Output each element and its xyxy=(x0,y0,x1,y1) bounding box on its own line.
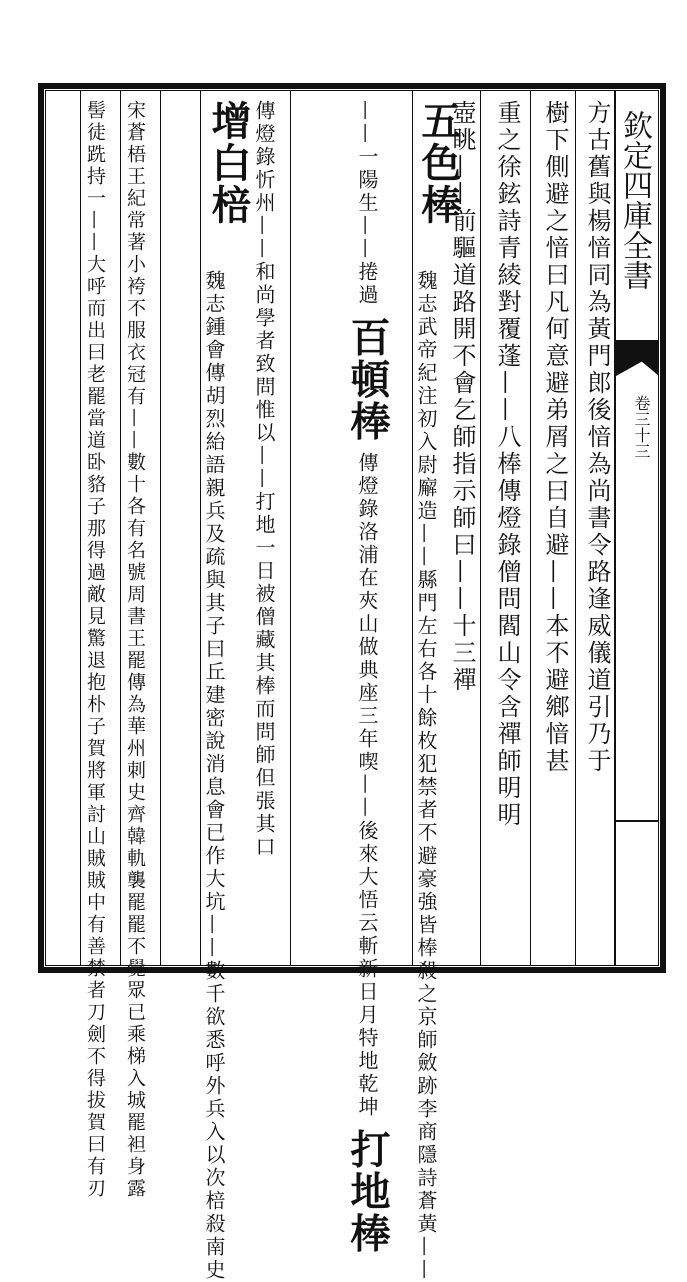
text-column-7: 傳燈錄忻州——和尚學者致問惟以——打地一日被僧藏其棒而問師但張其口 xyxy=(252,100,276,859)
book-title: 欽定四庫全書 xyxy=(617,110,652,290)
column-text: ——一陽生——捲過 xyxy=(355,100,379,307)
volume-label: 卷三十三 xyxy=(632,395,651,459)
entry-heading: 五色棒 xyxy=(415,100,462,226)
text-column-3: 重之徐鉉詩青綾對覆蓬——八棒傳燈錄僧問閻山令含禪師明明 xyxy=(493,100,521,829)
entry-heading: 百頓棒 xyxy=(344,316,391,443)
text-column-10: 髻徒跣持一——大呼而出曰老罷當道卧貉子那得過敵見驚退抱朴子賀將軍討山賊賊中有善禁者刀劍不得拔賀曰有刃 xyxy=(84,100,106,1200)
entry-heading: 打地棒 xyxy=(344,1128,391,1255)
text-column-5: 魏志武帝紀注初入尉廨造——縣門左右各十餘枚犯禁者不避豪強皆棒殺之京師斂跡李商隱詩蒼黃—— xyxy=(414,270,438,1282)
text-column-9: 宋蒼梧王紀常著小袴不服衣冠有——數十各有名號周書王罷傳為華州刺史齊韓軌襲罷罷不覺眾已乘梯入城罷袒身露 xyxy=(124,100,146,1200)
entry-heading-wuse xyxy=(416,100,460,260)
column-text: 傳燈錄洛浦在夾山做典座三年喫——後來大悟云斬新日月特地乾坤 xyxy=(355,451,379,1119)
column-rule xyxy=(575,90,576,966)
column-rule xyxy=(480,90,481,966)
column-rule xyxy=(290,90,291,966)
text-column-8: 魏志鍾會傳胡烈紿語親兵及疏與其子曰丘建密說消息會已作大坑——數千欲悉呼外兵入以次棓殺南史 xyxy=(202,270,226,1282)
column-rule xyxy=(120,90,121,966)
column-rule xyxy=(160,90,161,966)
text-column-6 xyxy=(344,100,391,1255)
text-column-4: 壺眺——前驅道路開不會乞師指示師曰——十三禪 xyxy=(448,100,476,694)
column-rule xyxy=(80,90,81,966)
entry-heading: 增白棓 xyxy=(205,100,252,226)
column-rule xyxy=(530,90,531,966)
entry-heading-zeng xyxy=(206,100,250,260)
band-divider xyxy=(616,820,659,822)
text-column-2: 樹下側避之愔曰凡何意避弟屑之曰自避——本不避鄉愔甚 xyxy=(541,100,569,775)
text-column-1: 方古舊與楊愔同為黃門郎後愔為尚書令路逢威儀道引乃于 xyxy=(583,100,611,775)
